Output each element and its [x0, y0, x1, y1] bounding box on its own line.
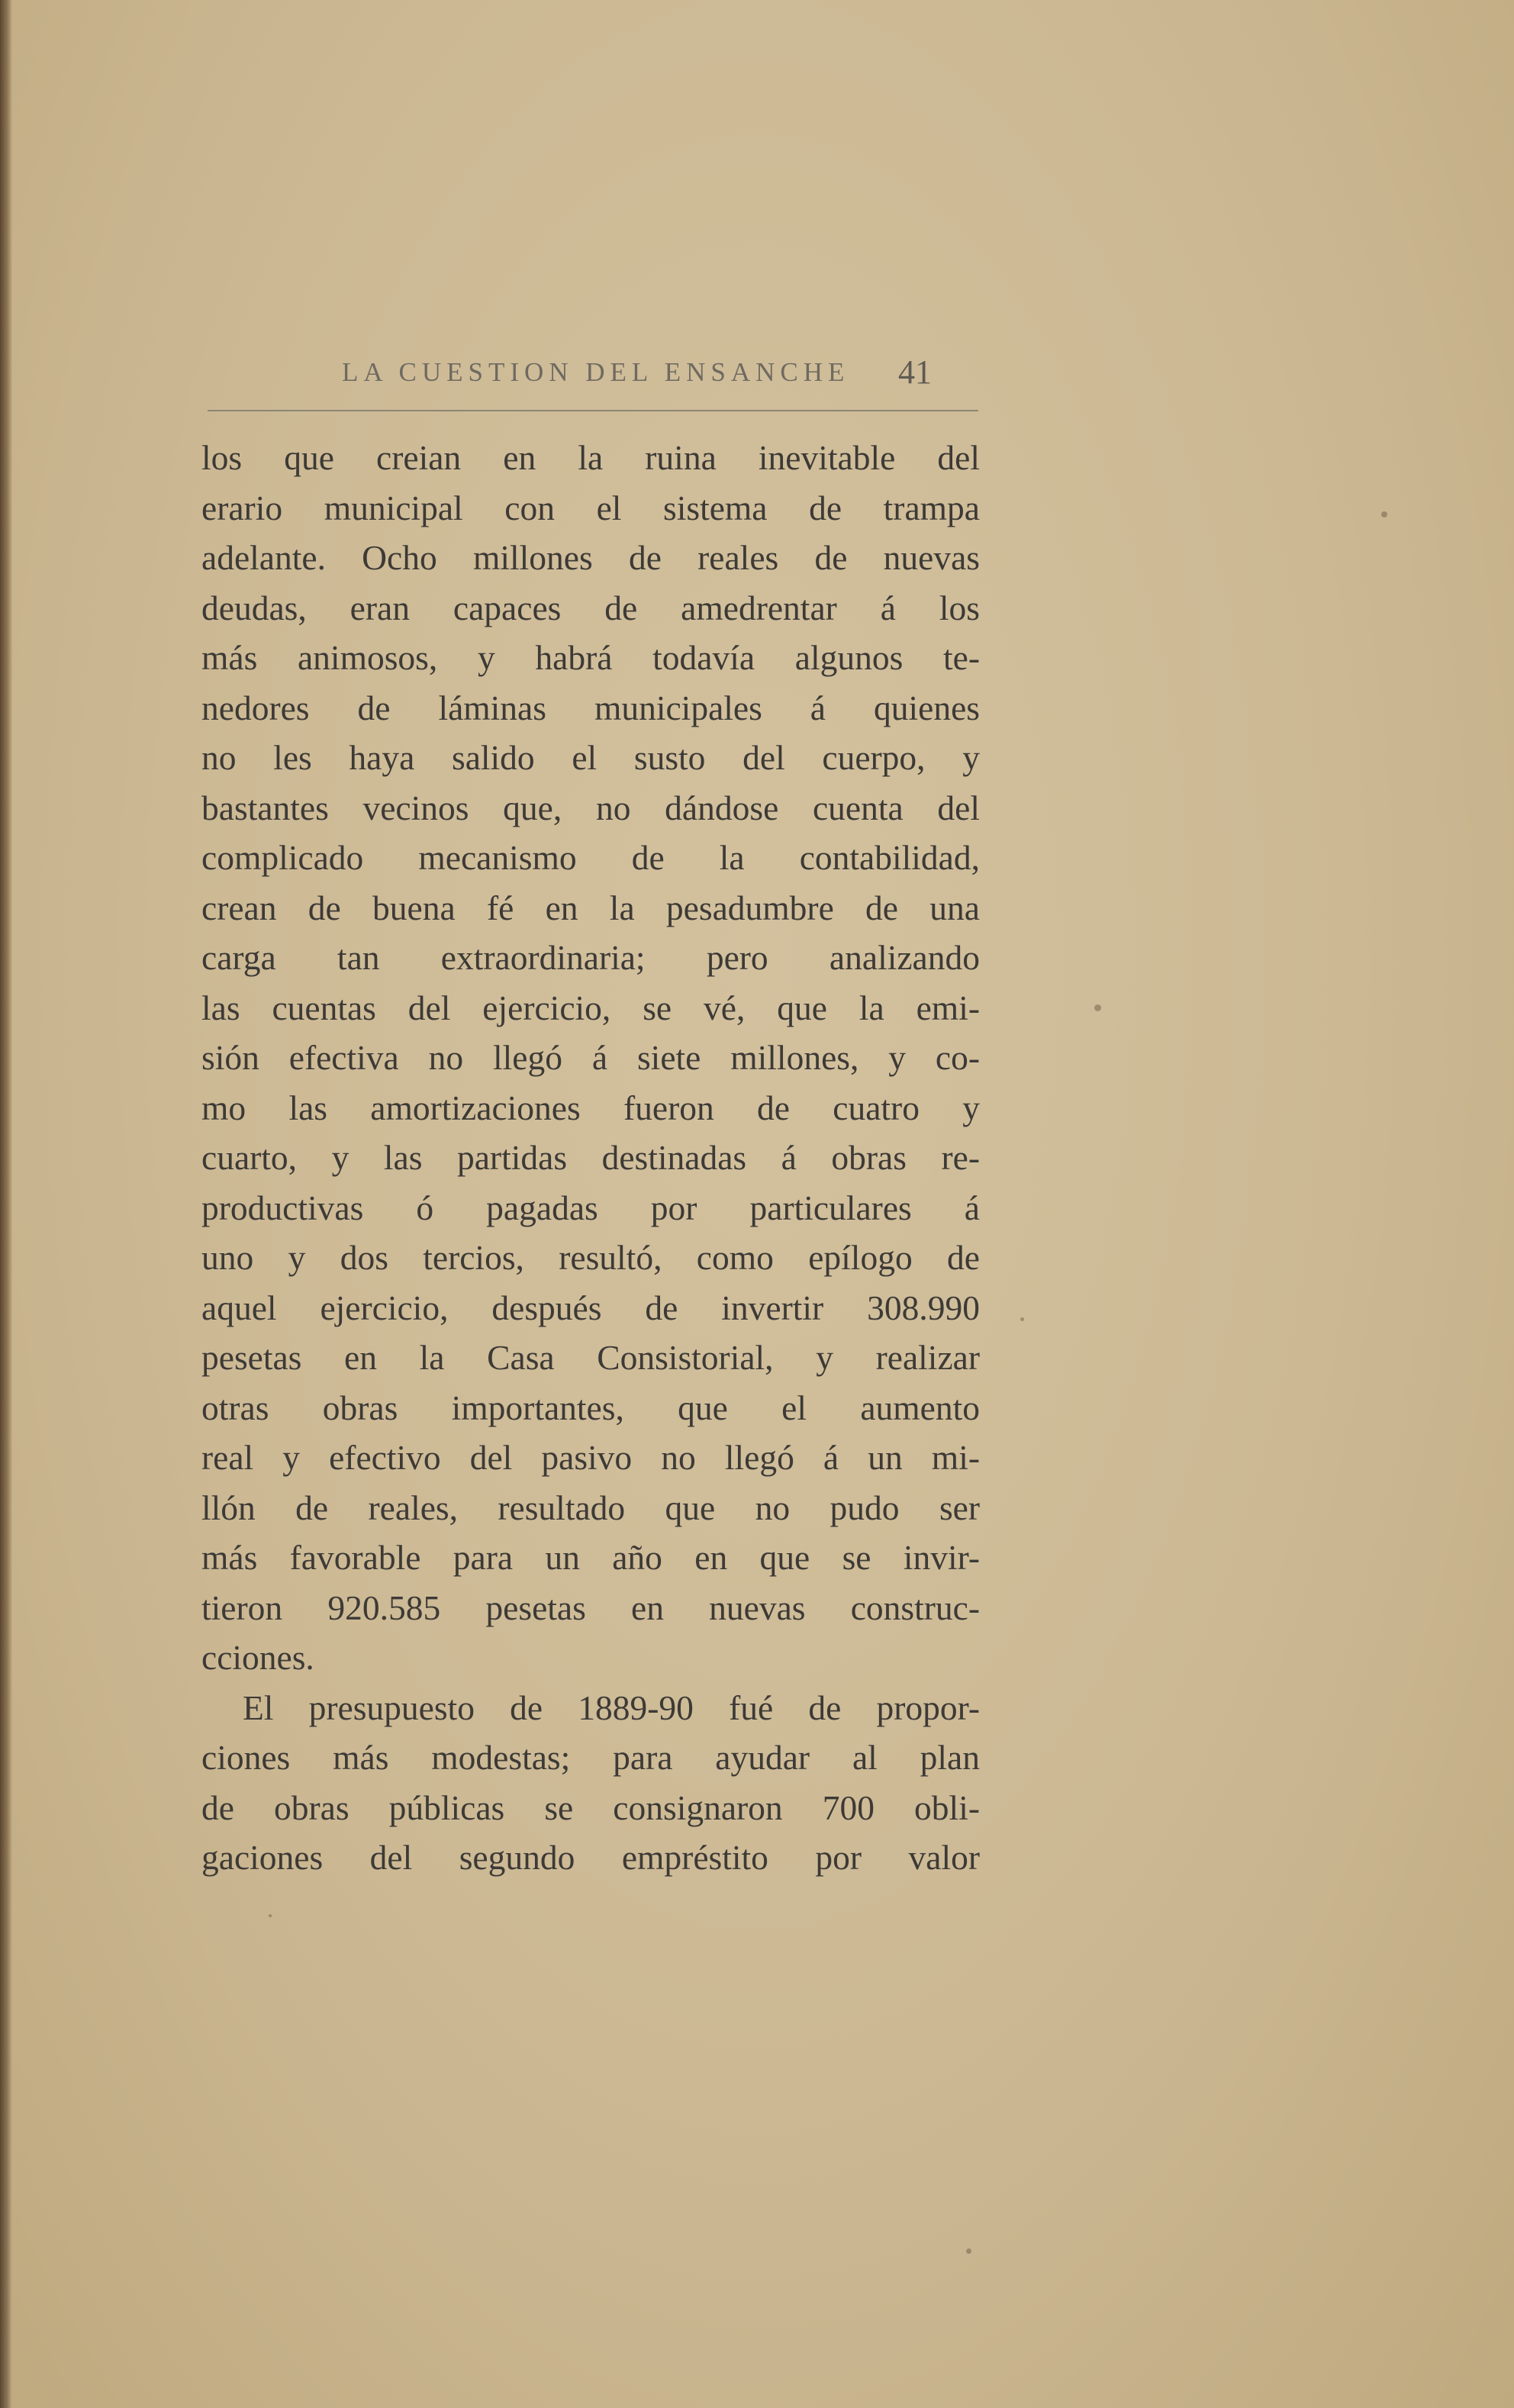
header-rule — [208, 410, 978, 411]
text-line: nedores de láminas municipales á quienes — [201, 688, 980, 727]
paper-speck — [1020, 1317, 1024, 1321]
paper-speck — [1094, 1004, 1101, 1011]
paper-speck — [269, 1914, 272, 1917]
text-line: uno y dos tercios, resultó, como epílogo de — [201, 1238, 980, 1277]
text-line: más animosos, y habrá todavía algunos te- — [201, 638, 980, 677]
book-spine-edge — [0, 0, 12, 2408]
text-line: real y efectivo del pasivo no llegó á un mi- — [201, 1438, 980, 1477]
paper-speck — [1381, 511, 1387, 517]
text-line: crean de buena fé en la pesadumbre de una — [201, 888, 980, 927]
text-line: mo las amortizaciones fueron de cuatro y — [201, 1088, 980, 1127]
text-line: gaciones del segundo empréstito por valor — [201, 1838, 980, 1877]
text-line: llón de reales, resultado que no pudo ser — [201, 1488, 980, 1527]
paper-speck — [966, 2248, 971, 2254]
text-line: erario municipal con el sistema de trampa — [201, 488, 980, 527]
text-line: aquel ejercicio, después de invertir 308.990 — [201, 1288, 980, 1327]
text-line-paragraph-start: El presupuesto de 1889-90 fué de propor- — [243, 1688, 980, 1727]
text-line: de obras públicas se consignaron 700 obli- — [201, 1787, 980, 1827]
text-line: cuarto, y las partidas destinadas á obras re- — [201, 1138, 980, 1177]
page-number: 41 — [898, 353, 932, 391]
text-line: ciones más modestas; para ayudar al plan — [201, 1738, 980, 1777]
page-header — [208, 353, 971, 398]
text-line: más favorable para un año en que se invir- — [201, 1538, 980, 1577]
text-line: deudas, eran capaces de amedrentar á los — [201, 588, 980, 627]
text-line: productivas ó pagadas por particulares á — [201, 1188, 980, 1227]
text-line: no les haya salido el susto del cuerpo, y — [201, 738, 980, 777]
text-line: complicado mecanismo de la contabilidad, — [201, 838, 980, 877]
text-line: carga tan extraordinaria; pero analizando — [201, 938, 980, 977]
body-text — [201, 433, 980, 1883]
text-line-paragraph-end: cciones. — [201, 1638, 314, 1677]
text-line: las cuentas del ejercicio, se vé, que la emi- — [201, 988, 980, 1027]
text-line: sión efectiva no llegó á siete millones, y co- — [201, 1038, 980, 1077]
text-line: otras obras importantes, que el aumento — [201, 1388, 980, 1427]
text-line: tieron 920.585 pesetas en nuevas construc- — [201, 1588, 980, 1627]
text-line: bastantes vecinos que, no dándose cuenta del — [201, 788, 980, 827]
text-line: pesetas en la Casa Consistorial, y realizar — [201, 1338, 980, 1377]
running-head: LA CUESTION DEL ENSANCHE — [342, 357, 850, 387]
text-line: adelante. Ocho millones de reales de nuevas — [201, 538, 980, 577]
text-line: los que creian en la ruina inevitable del — [201, 438, 980, 477]
